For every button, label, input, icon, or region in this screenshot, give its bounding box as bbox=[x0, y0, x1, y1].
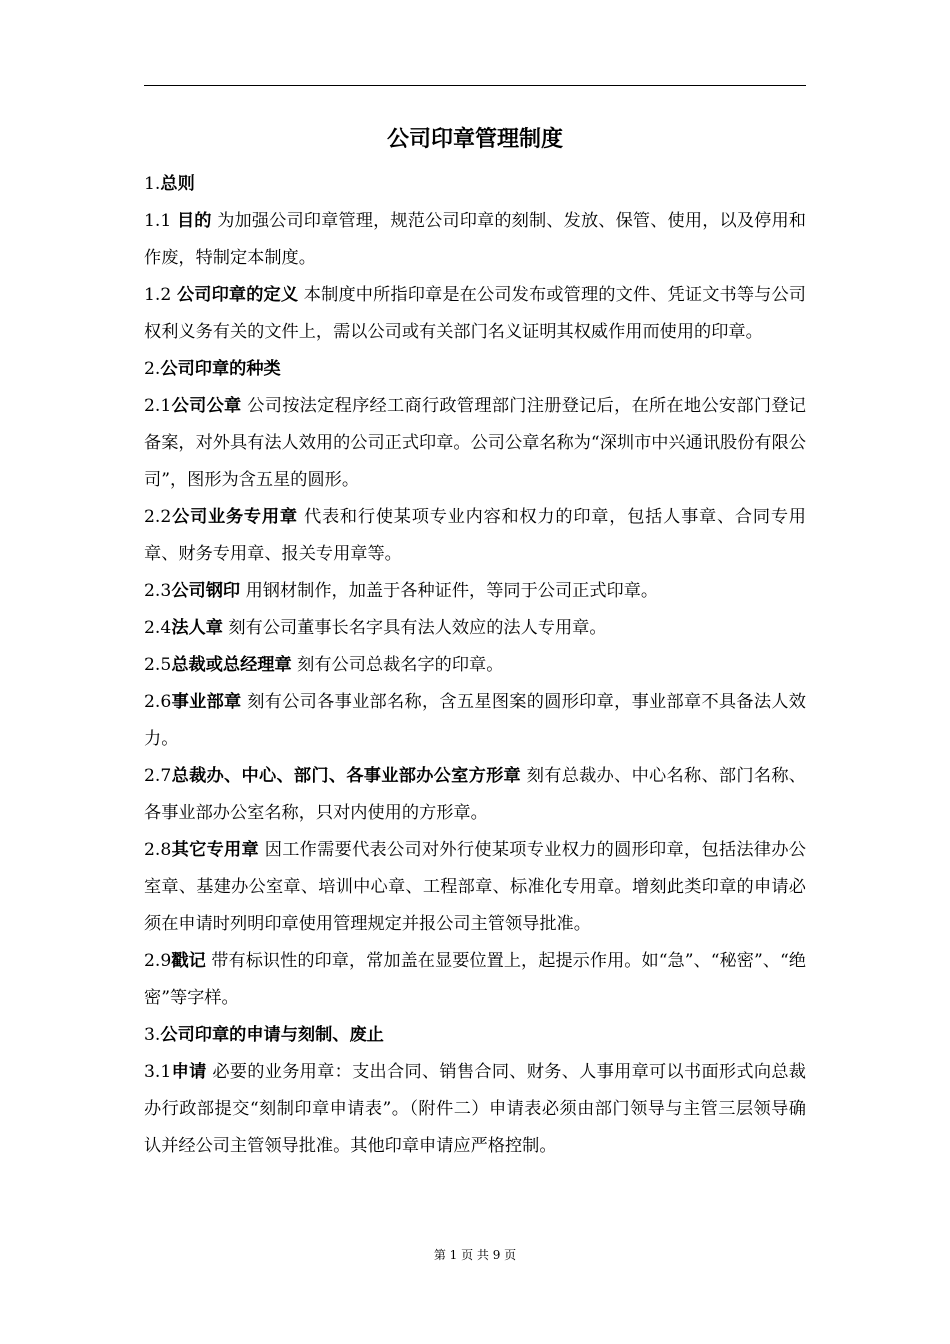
section-heading-label: 公司印章的种类 bbox=[160, 359, 281, 379]
clause-term: 公司印章的定义 bbox=[176, 285, 299, 305]
clause-term: 申请 bbox=[171, 1062, 207, 1082]
clause-text: 刻有公司各事业部名称，含五星图案的圆形印章，事业部章不具备法人效力。 bbox=[144, 692, 806, 749]
clause-paragraph bbox=[144, 277, 806, 351]
clause-term: 法人章 bbox=[171, 618, 223, 638]
clause-paragraph bbox=[144, 573, 806, 610]
clause-text: 刻有公司总裁名字的印章。 bbox=[291, 655, 504, 675]
clause-term: 公司公章 bbox=[171, 396, 242, 416]
clause-text: 用钢材制作，加盖于各种证件，等同于公司正式印章。 bbox=[240, 581, 659, 601]
clause-term: 戳记 bbox=[171, 951, 206, 971]
section-number: 2. bbox=[144, 359, 161, 379]
clause-text: 刻有公司董事长名字具有法人效应的法人专用章。 bbox=[222, 618, 607, 638]
section-heading bbox=[144, 351, 806, 388]
clause-term: 公司业务专用章 bbox=[171, 507, 298, 527]
clause-paragraph bbox=[144, 758, 806, 832]
clause-number: 2.5 bbox=[144, 655, 172, 675]
section-heading-label: 公司印章的申请与刻制、废止 bbox=[160, 1025, 384, 1045]
clause-text: 本制度中所指印章是在公司发布或管理的文件、凭证文书等与公司权利义务有关的文件上，需以公司或有关部门名义证明其权威作用而使用的印章。 bbox=[144, 285, 806, 342]
clause-text: 带有标识性的印章，常加盖在显要位置上，起提示作用。如“急”、“秘密”、“绝密”等字样。 bbox=[144, 951, 806, 1008]
clause-paragraph bbox=[144, 499, 806, 573]
clause-number: 1.1 bbox=[144, 211, 177, 231]
clause-number: 2.4 bbox=[144, 618, 172, 638]
clause-term: 公司钢印 bbox=[171, 581, 241, 601]
section-heading bbox=[144, 166, 806, 203]
clause-paragraph bbox=[144, 610, 806, 647]
clause-text: 必要的业务用章：支出合同、销售合同、财务、人事用章可以书面形式向总裁办行政部提交“刻制印章申请表”。（附件二）申请表必须由部门领导与主管三层领导确认并经公司主管领导批准。其他印章申请应严格控制。 bbox=[144, 1062, 806, 1156]
clause-text: 因工作需要代表公司对外行使某项专业权力的圆形印章，包括法律办公室章、基建办公室章、培训中心章、工程部章、标准化专用章。增刻此类印章的申请必须在申请时列明印章使用管理规定并报公司主管领导批准。 bbox=[144, 840, 806, 934]
clause-paragraph bbox=[144, 832, 806, 943]
section-heading bbox=[144, 1017, 806, 1054]
section-number: 1. bbox=[144, 174, 161, 194]
section-heading-label: 总则 bbox=[160, 174, 195, 194]
clause-term: 目的 bbox=[176, 211, 212, 231]
clause-term: 总裁办、中心、部门、各事业部办公室方形章 bbox=[171, 766, 522, 786]
clause-number: 2.3 bbox=[144, 581, 172, 601]
clause-term: 总裁或总经理章 bbox=[171, 655, 292, 675]
clause-paragraph bbox=[144, 943, 806, 1017]
clause-text: 公司按法定程序经工商行政管理部门注册登记后，在所在地公安部门登记备案，对外具有法人效用的公司正式印章。公司公章名称为“深圳市中兴通讯股份有限公司”，图形为含五星的圆形。 bbox=[144, 396, 806, 490]
section-number: 3. bbox=[144, 1025, 161, 1045]
clause-text: 代表和行使某项专业内容和权力的印章，包括人事章、合同专用章、财务专用章、报关专用章等。 bbox=[144, 507, 806, 564]
clause-term: 事业部章 bbox=[171, 692, 242, 712]
clause-number: 2.1 bbox=[144, 396, 172, 416]
header-rule bbox=[144, 85, 806, 86]
document-body bbox=[144, 166, 806, 1165]
clause-number: 3.1 bbox=[144, 1062, 172, 1082]
clause-text: 为加强公司印章管理，规范公司印章的刻制、发放、保管、使用，以及停用和作废，特制定本制度。 bbox=[144, 211, 806, 268]
clause-number: 2.2 bbox=[144, 507, 172, 527]
clause-number: 1.2 bbox=[144, 285, 177, 305]
page-footer: 第 1 页 共 9 页 bbox=[433, 1248, 517, 1262]
clause-paragraph bbox=[144, 203, 806, 277]
clause-number: 2.9 bbox=[144, 951, 172, 971]
clause-number: 2.8 bbox=[144, 840, 172, 860]
document-title: 公司印章管理制度 bbox=[386, 127, 563, 152]
clause-number: 2.7 bbox=[144, 766, 172, 786]
clause-text: 刻有总裁办、中心名称、部门名称、各事业部办公室名称，只对内使用的方形章。 bbox=[144, 766, 806, 823]
clause-paragraph bbox=[144, 388, 806, 499]
clause-number: 2.6 bbox=[144, 692, 172, 712]
clause-paragraph bbox=[144, 1054, 806, 1165]
clause-paragraph bbox=[144, 684, 806, 758]
clause-paragraph bbox=[144, 647, 806, 684]
clause-term: 其它专用章 bbox=[171, 840, 259, 860]
